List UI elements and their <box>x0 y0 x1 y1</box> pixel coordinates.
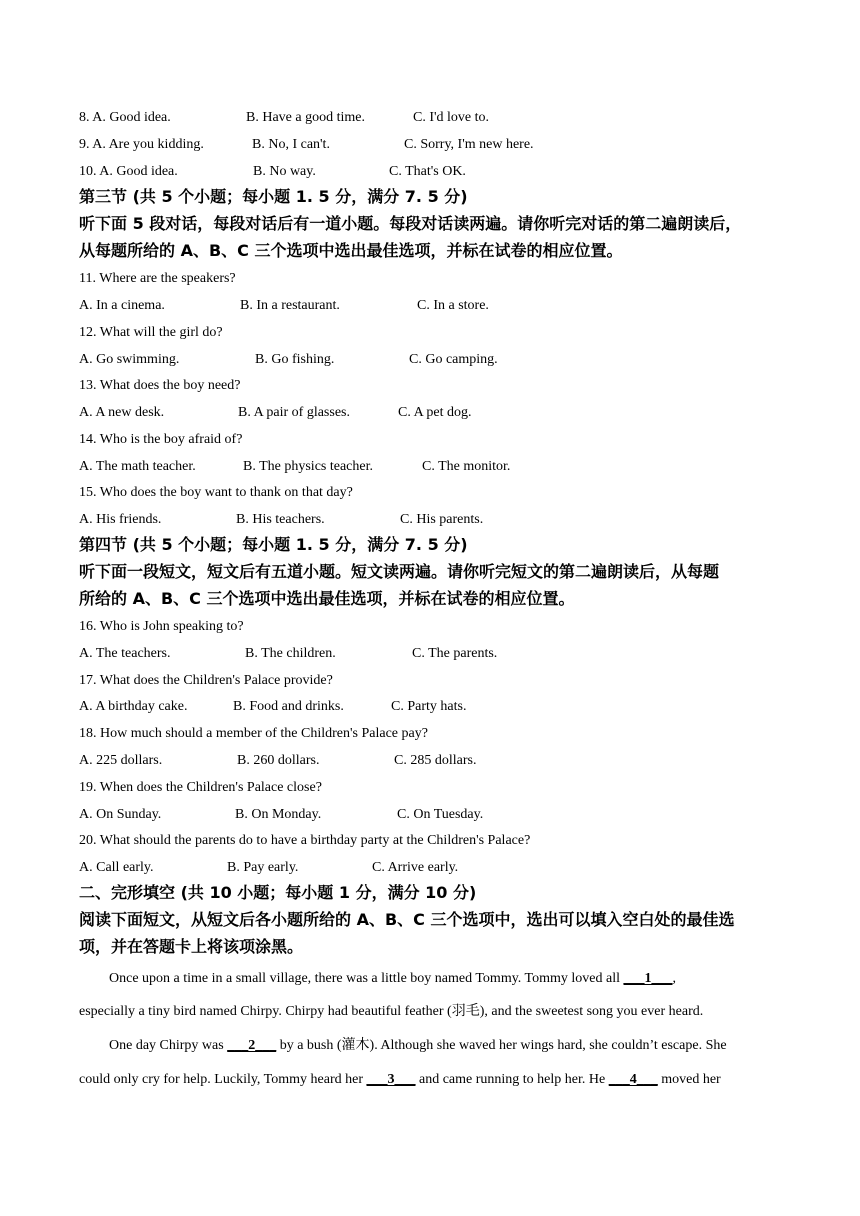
section4-instruction-1: 听下面一段短文，短文后有五道小题。短文读两遍。请你听完短文的第二遍朗读后，从每题 <box>79 562 720 581</box>
q14-options <box>79 458 510 476</box>
q16-options <box>79 645 497 663</box>
q9-option-b: B. No, I can't. <box>252 137 330 152</box>
section3-instruction-2: 从每题所给的 A、B、C 三个选项中选出最佳选项，并标在试卷的相应位置。 <box>79 241 623 260</box>
q12-option-a: A. Go swimming. <box>79 352 180 367</box>
section3-title: 第三节 (共 5 个小题；每小题 1. 5 分，满分 7. 5 分) <box>79 187 468 206</box>
q18-question: 18. How much should a member of the Children's Palace pay? <box>79 726 428 741</box>
q14-option-b: B. The physics teacher. <box>243 459 373 474</box>
q17-option-b: B. Food and drinks. <box>233 699 344 714</box>
cloze-blank-4: ___4___ <box>608 1072 658 1087</box>
section4-instruction-2: 所给的 A、B、C 三个选项中选出最佳选项，并标在试卷的相应位置。 <box>79 589 575 608</box>
q20-option-a: A. Call early. <box>79 860 154 875</box>
cloze-text: One day Chirpy was <box>109 1038 228 1053</box>
cloze-text: , <box>672 971 676 986</box>
cloze-text: moved her <box>657 1072 721 1087</box>
q8-option-b: B. Have a good time. <box>246 110 365 125</box>
q16-option-b: B. The children. <box>245 646 336 661</box>
cloze-title: 二、完形填空 (共 10 小题；每小题 1 分，满分 10 分) <box>79 883 477 902</box>
q18-option-a: A. 225 dollars. <box>79 753 163 768</box>
q10-options <box>79 163 466 181</box>
q16-option-c: C. The parents. <box>412 646 498 661</box>
q13-option-b: B. A pair of glasses. <box>238 405 350 420</box>
q17-options <box>79 698 466 716</box>
q13-question: 13. What does the boy need? <box>79 378 241 393</box>
q8-option-c: C. I'd love to. <box>413 110 490 125</box>
q8-option-a: 8. A. Good idea. <box>79 110 171 125</box>
cloze-text: and came running to help her. He <box>415 1072 609 1087</box>
section3-instruction-1: 听下面 5 段对话，每段对话后有一道小题。每段对话读两遍。请你听完对话的第二遍朗读后， <box>79 214 742 233</box>
q8-options <box>79 109 489 127</box>
cloze-line-3 <box>109 1037 727 1055</box>
q10-option-a: 10. A. Good idea. <box>79 164 178 179</box>
q17-option-c: C. Party hats. <box>391 699 467 714</box>
q9-option-c: C. Sorry, I'm new here. <box>404 137 534 152</box>
q18-options <box>79 752 476 770</box>
q10-option-b: B. No way. <box>253 164 316 179</box>
q19-option-c: C. On Tuesday. <box>397 807 484 822</box>
q18-option-c: C. 285 dollars. <box>394 753 477 768</box>
q15-options <box>79 511 483 529</box>
q19-options <box>79 806 483 824</box>
cloze-blank-1: ___1___ <box>623 971 673 986</box>
section4-title: 第四节 (共 5 个小题；每小题 1. 5 分，满分 7. 5 分) <box>79 535 468 554</box>
cloze-text: by a bush (灌木). Although she waved her wings hard, she couldn’t escape. She <box>276 1038 727 1053</box>
q19-option-b: B. On Monday. <box>235 807 322 822</box>
q9-options <box>79 136 534 154</box>
q11-option-a: A. In a cinema. <box>79 298 165 313</box>
q20-question: 20. What should the parents do to have a birthday party at the Children's Palace? <box>79 833 531 848</box>
q13-option-c: C. A pet dog. <box>398 405 472 420</box>
q15-option-b: B. His teachers. <box>236 512 325 527</box>
q15-question: 15. Who does the boy want to thank on that day? <box>79 485 353 500</box>
q20-options <box>79 859 458 877</box>
cloze-instruction-2: 项，并在答题卡上将该项涂黑。 <box>79 937 304 956</box>
q13-options <box>79 404 472 422</box>
cloze-line-1 <box>109 970 676 988</box>
q14-option-c: C. The monitor. <box>422 459 511 474</box>
cloze-line-2 <box>79 1003 703 1021</box>
q20-option-c: C. Arrive early. <box>372 860 459 875</box>
cloze-blank-2: ___2___ <box>227 1038 277 1053</box>
q15-option-a: A. His friends. <box>79 512 162 527</box>
q16-question: 16. Who is John speaking to? <box>79 619 244 634</box>
cloze-text: especially a tiny bird named Chirpy. Chirpy had beautiful feather (羽毛), and the sweetest song you ever heard. <box>79 1004 704 1019</box>
q9-option-a: 9. A. Are you kidding. <box>79 137 204 152</box>
q17-option-a: A. A birthday cake. <box>79 699 188 714</box>
q11-question: 11. Where are the speakers? <box>79 271 236 286</box>
q11-option-c: C. In a store. <box>417 298 489 313</box>
q14-option-a: A. The math teacher. <box>79 459 196 474</box>
q17-question: 17. What does the Children's Palace provide? <box>79 673 333 688</box>
q11-options <box>79 297 489 315</box>
q14-question: 14. Who is the boy afraid of? <box>79 432 243 447</box>
cloze-instruction-1: 阅读下面短文，从短文后各小题所给的 A、B、C 三个选项中，选出可以填入空白处的最佳选 <box>79 910 735 929</box>
q19-question: 19. When does the Children's Palace close? <box>79 780 322 795</box>
q10-option-c: C. That's OK. <box>389 164 466 179</box>
cloze-text: could only cry for help. Luckily, Tommy heard her <box>79 1072 367 1087</box>
q15-option-c: C. His parents. <box>400 512 484 527</box>
cloze-line-4 <box>79 1071 721 1089</box>
q12-question: 12. What will the girl do? <box>79 325 223 340</box>
q19-option-a: A. On Sunday. <box>79 807 162 822</box>
q20-option-b: B. Pay early. <box>227 860 299 875</box>
q12-option-c: C. Go camping. <box>409 352 498 367</box>
cloze-blank-3: ___3___ <box>366 1072 416 1087</box>
q12-option-b: B. Go fishing. <box>255 352 335 367</box>
q13-option-a: A. A new desk. <box>79 405 165 420</box>
q18-option-b: B. 260 dollars. <box>237 753 320 768</box>
cloze-text: Once upon a time in a small village, there was a little boy named Tommy. Tommy loved all <box>109 971 624 986</box>
q16-option-a: A. The teachers. <box>79 646 171 661</box>
q11-option-b: B. In a restaurant. <box>240 298 340 313</box>
q12-options <box>79 351 498 369</box>
